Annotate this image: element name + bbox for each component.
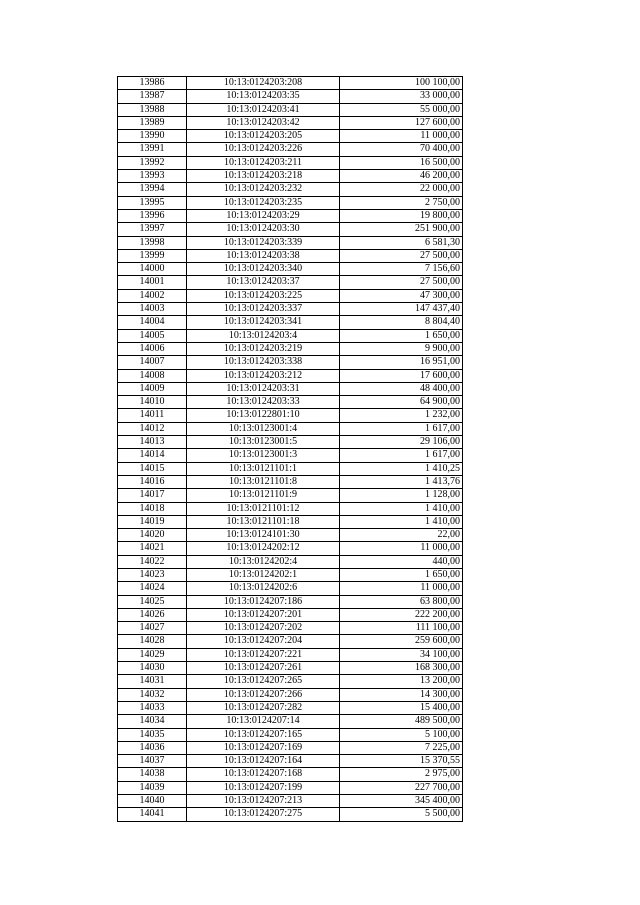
table-row [118,356,463,369]
row-number-cell: 14022 [118,555,187,568]
table-row [118,595,463,608]
amount-cell: 22,00 [340,529,463,542]
row-number-cell: 14007 [118,356,187,369]
cadastral-number-cell: 10:13:0124203:337 [187,303,340,316]
row-number-cell: 13989 [118,116,187,129]
amount-cell: 11 000,00 [340,582,463,595]
amount-cell: 55 000,00 [340,103,463,116]
row-number-cell: 14002 [118,289,187,302]
row-number-cell: 14024 [118,582,187,595]
row-number-cell: 14028 [118,635,187,648]
row-number-cell: 14017 [118,489,187,502]
row-number-cell: 14031 [118,675,187,688]
table-row [118,502,463,515]
row-number-cell: 14013 [118,436,187,449]
amount-cell: 16 500,00 [340,156,463,169]
amount-cell: 1 617,00 [340,422,463,435]
amount-cell: 22 000,00 [340,183,463,196]
amount-cell: 29 106,00 [340,436,463,449]
row-number-cell: 14015 [118,462,187,475]
amount-cell: 1 617,00 [340,449,463,462]
amount-cell: 48 400,00 [340,382,463,395]
cadastral-number-cell: 10:13:0124202:1 [187,568,340,581]
row-number-cell: 14032 [118,688,187,701]
cadastral-number-cell: 10:13:0124203:205 [187,130,340,143]
amount-cell: 1 410,00 [340,515,463,528]
cadastral-number-cell: 10:13:0124203:42 [187,116,340,129]
amount-cell: 11 000,00 [340,130,463,143]
row-number-cell: 14036 [118,741,187,754]
row-number-cell: 14038 [118,768,187,781]
amount-cell: 34 100,00 [340,648,463,661]
amount-cell: 63 800,00 [340,595,463,608]
row-number-cell: 13988 [118,103,187,116]
cadastral-number-cell: 10:13:0124207:282 [187,701,340,714]
amount-cell: 19 800,00 [340,209,463,222]
table-row [118,489,463,502]
amount-cell: 16 951,00 [340,356,463,369]
row-number-cell: 14001 [118,276,187,289]
row-number-cell: 14014 [118,449,187,462]
table-row [118,542,463,555]
row-number-cell: 13998 [118,236,187,249]
cadastral-number-cell: 10:13:0124207:199 [187,781,340,794]
row-number-cell: 14011 [118,409,187,422]
cadastral-number-cell: 10:13:0124203:208 [187,77,340,90]
table-row [118,555,463,568]
table-row [118,662,463,675]
cadastral-number-cell: 10:13:0124202:12 [187,542,340,555]
cadastral-number-cell: 10:13:0121101:9 [187,489,340,502]
table-row [118,475,463,488]
cadastral-number-cell: 10:13:0122801:10 [187,409,340,422]
amount-cell: 7 225,00 [340,741,463,754]
amount-cell: 1 650,00 [340,568,463,581]
amount-cell: 6 581,30 [340,236,463,249]
cadastral-registry-table [117,76,463,822]
amount-cell: 440,00 [340,555,463,568]
cadastral-number-cell: 10:13:0124207:261 [187,662,340,675]
cadastral-number-cell: 10:13:0124203:4 [187,329,340,342]
cadastral-number-cell: 10:13:0124203:211 [187,156,340,169]
row-number-cell: 14000 [118,263,187,276]
table-row [118,409,463,422]
table-row [118,156,463,169]
row-number-cell: 14010 [118,396,187,409]
row-number-cell: 13986 [118,77,187,90]
cadastral-number-cell: 10:13:0124203:235 [187,196,340,209]
table-row [118,223,463,236]
table-row [118,329,463,342]
table-row [118,755,463,768]
registry-table-body [118,77,463,822]
table-row [118,382,463,395]
row-number-cell: 13990 [118,130,187,143]
amount-cell: 1 410,00 [340,502,463,515]
amount-cell: 259 600,00 [340,635,463,648]
amount-cell: 7 156,60 [340,263,463,276]
table-row [118,303,463,316]
amount-cell: 168 300,00 [340,662,463,675]
cadastral-number-cell: 10:13:0124203:218 [187,170,340,183]
row-number-cell: 13987 [118,90,187,103]
cadastral-number-cell: 10:13:0124207:204 [187,635,340,648]
cadastral-number-cell: 10:13:0121101:1 [187,462,340,475]
cadastral-number-cell: 10:13:0124203:38 [187,249,340,262]
row-number-cell: 13995 [118,196,187,209]
amount-cell: 46 200,00 [340,170,463,183]
cadastral-number-cell: 10:13:0121101:18 [187,515,340,528]
cadastral-number-cell: 10:13:0123001:4 [187,422,340,435]
row-number-cell: 14019 [118,515,187,528]
row-number-cell: 14021 [118,542,187,555]
cadastral-number-cell: 10:13:0124207:221 [187,648,340,661]
row-number-cell: 14035 [118,728,187,741]
cadastral-number-cell: 10:13:0124203:341 [187,316,340,329]
amount-cell: 1 232,00 [340,409,463,422]
row-number-cell: 14016 [118,475,187,488]
table-row [118,675,463,688]
amount-cell: 100 100,00 [340,77,463,90]
row-number-cell: 14033 [118,701,187,714]
row-number-cell: 13993 [118,170,187,183]
table-row [118,449,463,462]
row-number-cell: 14003 [118,303,187,316]
amount-cell: 33 000,00 [340,90,463,103]
amount-cell: 251 900,00 [340,223,463,236]
table-row [118,209,463,222]
row-number-cell: 14025 [118,595,187,608]
amount-cell: 14 300,00 [340,688,463,701]
row-number-cell: 14027 [118,622,187,635]
cadastral-number-cell: 10:13:0121101:12 [187,502,340,515]
cadastral-number-cell: 10:13:0124203:37 [187,276,340,289]
amount-cell: 9 900,00 [340,342,463,355]
table-row [118,529,463,542]
amount-cell: 47 300,00 [340,289,463,302]
amount-cell: 2 750,00 [340,196,463,209]
amount-cell: 222 200,00 [340,608,463,621]
row-number-cell: 14030 [118,662,187,675]
row-number-cell: 14040 [118,795,187,808]
cadastral-number-cell: 10:13:0124207:165 [187,728,340,741]
amount-cell: 13 200,00 [340,675,463,688]
row-number-cell: 14008 [118,369,187,382]
cadastral-number-cell: 10:13:0124207:168 [187,768,340,781]
table-row [118,422,463,435]
amount-cell: 5 100,00 [340,728,463,741]
cadastral-number-cell: 10:13:0124203:232 [187,183,340,196]
row-number-cell: 14012 [118,422,187,435]
cadastral-number-cell: 10:13:0124203:35 [187,90,340,103]
cadastral-number-cell: 10:13:0124101:30 [187,529,340,542]
row-number-cell: 14009 [118,382,187,395]
table-row [118,130,463,143]
table-row [118,728,463,741]
cadastral-number-cell: 10:13:0123001:5 [187,436,340,449]
table-row [118,648,463,661]
row-number-cell: 13991 [118,143,187,156]
cadastral-number-cell: 10:13:0124207:169 [187,741,340,754]
table-row [118,183,463,196]
amount-cell: 17 600,00 [340,369,463,382]
amount-cell: 15 400,00 [340,701,463,714]
cadastral-number-cell: 10:13:0124207:14 [187,715,340,728]
table-row [118,236,463,249]
cadastral-number-cell: 10:13:0124207:202 [187,622,340,635]
row-number-cell: 13994 [118,183,187,196]
table-row [118,103,463,116]
table-row [118,808,463,821]
cadastral-number-cell: 10:13:0124203:212 [187,369,340,382]
cadastral-number-cell: 10:13:0124203:33 [187,396,340,409]
table-row [118,116,463,129]
cadastral-number-cell: 10:13:0124207:186 [187,595,340,608]
row-number-cell: 13996 [118,209,187,222]
amount-cell: 2 975,00 [340,768,463,781]
table-row [118,715,463,728]
cadastral-number-cell: 10:13:0124203:41 [187,103,340,116]
amount-cell: 70 400,00 [340,143,463,156]
amount-cell: 64 900,00 [340,396,463,409]
table-row [118,582,463,595]
amount-cell: 1 128,00 [340,489,463,502]
table-row [118,170,463,183]
row-number-cell: 14023 [118,568,187,581]
row-number-cell: 14026 [118,608,187,621]
row-number-cell: 14039 [118,781,187,794]
cadastral-number-cell: 10:13:0124207:201 [187,608,340,621]
amount-cell: 15 370,55 [340,755,463,768]
amount-cell: 111 100,00 [340,622,463,635]
amount-cell: 1 413,76 [340,475,463,488]
table-row [118,768,463,781]
table-row [118,701,463,714]
cadastral-number-cell: 10:13:0124203:340 [187,263,340,276]
table-row [118,622,463,635]
table-row [118,608,463,621]
table-row [118,515,463,528]
cadastral-number-cell: 10:13:0124207:213 [187,795,340,808]
table-row [118,342,463,355]
row-number-cell: 13992 [118,156,187,169]
cadastral-number-cell: 10:13:0124202:4 [187,555,340,568]
cadastral-number-cell: 10:13:0124207:265 [187,675,340,688]
row-number-cell: 13997 [118,223,187,236]
table-row [118,568,463,581]
table-row [118,635,463,648]
table-row [118,77,463,90]
cadastral-number-cell: 10:13:0124203:30 [187,223,340,236]
row-number-cell: 14029 [118,648,187,661]
amount-cell: 27 500,00 [340,276,463,289]
cadastral-number-cell: 10:13:0123001:3 [187,449,340,462]
row-number-cell: 14006 [118,342,187,355]
table-row [118,249,463,262]
table-row [118,741,463,754]
row-number-cell: 14005 [118,329,187,342]
table-row [118,462,463,475]
table-row [118,436,463,449]
table-row [118,289,463,302]
amount-cell: 1 410,25 [340,462,463,475]
cadastral-number-cell: 10:13:0124203:219 [187,342,340,355]
cadastral-number-cell: 10:13:0121101:8 [187,475,340,488]
table-row [118,795,463,808]
table-row [118,316,463,329]
cadastral-number-cell: 10:13:0124202:6 [187,582,340,595]
table-row [118,781,463,794]
amount-cell: 227 700,00 [340,781,463,794]
cadastral-number-cell: 10:13:0124203:31 [187,382,340,395]
row-number-cell: 14020 [118,529,187,542]
table-row [118,196,463,209]
amount-cell: 1 650,00 [340,329,463,342]
row-number-cell: 14034 [118,715,187,728]
amount-cell: 489 500,00 [340,715,463,728]
row-number-cell: 14041 [118,808,187,821]
cadastral-number-cell: 10:13:0124203:225 [187,289,340,302]
table-row [118,263,463,276]
table-row [118,90,463,103]
amount-cell: 11 000,00 [340,542,463,555]
row-number-cell: 14018 [118,502,187,515]
cadastral-number-cell: 10:13:0124203:29 [187,209,340,222]
row-number-cell: 14004 [118,316,187,329]
row-number-cell: 14037 [118,755,187,768]
amount-cell: 127 600,00 [340,116,463,129]
table-row [118,396,463,409]
table-row [118,369,463,382]
table-row [118,143,463,156]
table-row [118,688,463,701]
cadastral-number-cell: 10:13:0124203:338 [187,356,340,369]
cadastral-number-cell: 10:13:0124203:226 [187,143,340,156]
cadastral-number-cell: 10:13:0124207:266 [187,688,340,701]
table-row [118,276,463,289]
amount-cell: 27 500,00 [340,249,463,262]
amount-cell: 8 804,40 [340,316,463,329]
amount-cell: 147 437,40 [340,303,463,316]
amount-cell: 5 500,00 [340,808,463,821]
cadastral-number-cell: 10:13:0124203:339 [187,236,340,249]
amount-cell: 345 400,00 [340,795,463,808]
cadastral-number-cell: 10:13:0124207:164 [187,755,340,768]
row-number-cell: 13999 [118,249,187,262]
cadastral-number-cell: 10:13:0124207:275 [187,808,340,821]
